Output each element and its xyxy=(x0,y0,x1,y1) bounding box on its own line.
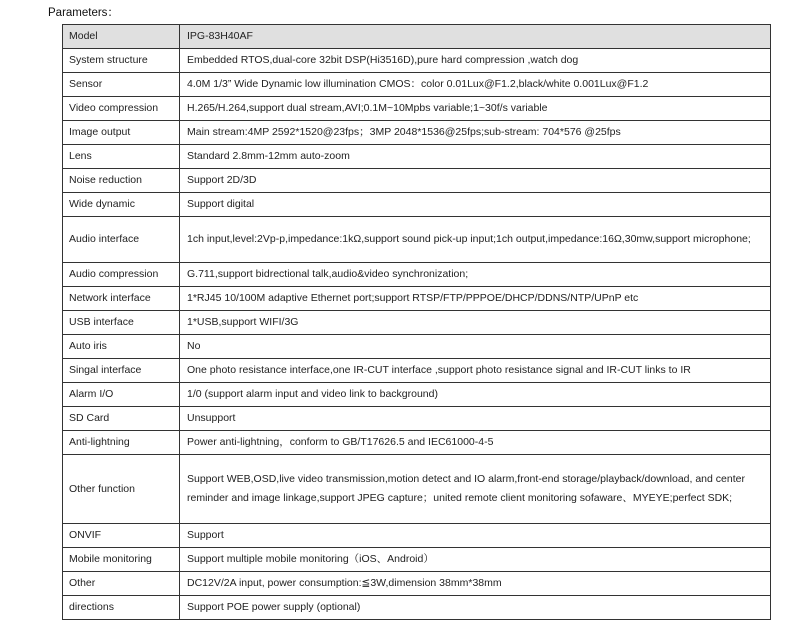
row-value: G.711,support bidrectional talk,audio&video synchronization; xyxy=(180,263,771,287)
row-key: System structure xyxy=(63,49,180,73)
row-value: 1*USB,support WIFI/3G xyxy=(180,311,771,335)
row-value: 1*RJ45 10/100M adaptive Ethernet port;support RTSP/FTP/PPPOE/DHCP/DDNS/NTP/UPnP etc xyxy=(180,287,771,311)
row-key: ONVIF xyxy=(63,524,180,548)
row-key: Anti-lightning xyxy=(63,431,180,455)
table-row-image-output xyxy=(63,121,771,145)
row-value: Support xyxy=(180,524,771,548)
table-row-auto-iris xyxy=(63,335,771,359)
table-row-other-function xyxy=(63,455,771,524)
row-value: No xyxy=(180,335,771,359)
row-key: Alarm I/O xyxy=(63,383,180,407)
table-row-audio-interface xyxy=(63,217,771,263)
row-value: Support multiple mobile monitoring（iOS、Android） xyxy=(180,548,771,572)
table-row-wide-dynamic xyxy=(63,193,771,217)
table-row-lens xyxy=(63,145,771,169)
table-row-directions xyxy=(63,596,771,620)
row-value: Support 2D/3D xyxy=(180,169,771,193)
table-row-singal-interface xyxy=(63,359,771,383)
table-row-network-interface xyxy=(63,287,771,311)
row-key: Other xyxy=(63,572,180,596)
row-value: Main stream:4MP 2592*1520@23fps；3MP 2048*1536@25fps;sub-stream: 704*576 @25fps xyxy=(180,121,771,145)
row-key: Audio compression xyxy=(63,263,180,287)
row-key: Image output xyxy=(63,121,180,145)
row-key: Noise reduction xyxy=(63,169,180,193)
table-row-model xyxy=(63,25,771,49)
row-value: 1ch input,level:2Vp-p,impedance:1kΩ,support sound pick-up input;1ch output,impedance:16Ω,30mw,support microphone; xyxy=(180,217,771,263)
row-value: 1/0 (support alarm input and video link to background) xyxy=(180,383,771,407)
parameters-heading: Parameters： xyxy=(48,7,119,19)
row-value: Power anti-lightning，conform to GB/T17626.5 and IEC61000-4-5 xyxy=(180,431,771,455)
table-row-system-structure xyxy=(63,49,771,73)
row-key: USB interface xyxy=(63,311,180,335)
row-key: Network interface xyxy=(63,287,180,311)
table-row-sensor xyxy=(63,73,771,97)
row-value: H.265/H.264,support dual stream,AVI;0.1M~10Mpbs variable;1~30f/s variable xyxy=(180,97,771,121)
row-value: IPG-83H40AF xyxy=(180,25,771,49)
row-value: One photo resistance interface,one IR-CUT interface ,support photo resistance signal and IR-CUT links to IR xyxy=(180,359,771,383)
row-value: Support digital xyxy=(180,193,771,217)
row-key: Model xyxy=(63,25,180,49)
row-value: Support POE power supply (optional) xyxy=(180,596,771,620)
row-key: Sensor xyxy=(63,73,180,97)
table-row-usb-interface xyxy=(63,311,771,335)
parameters-table xyxy=(62,24,771,620)
table-row-noise-reduction xyxy=(63,169,771,193)
row-value: Support WEB,OSD,live video transmission,motion detect and IO alarm,front-end storage/playback/download, and center reminder and image linkage,support JPEG capture；united remote client monitoring sofaware、MYEYE;perfect SDK; xyxy=(180,455,771,524)
row-key: Other function xyxy=(63,455,180,524)
row-key: Mobile monitoring xyxy=(63,548,180,572)
table-row-onvif xyxy=(63,524,771,548)
table-row-mobile-monitoring xyxy=(63,548,771,572)
row-key: Lens xyxy=(63,145,180,169)
row-key: SD Card xyxy=(63,407,180,431)
row-key: Auto iris xyxy=(63,335,180,359)
row-value: Embedded RTOS,dual-core 32bit DSP(Hi3516D),pure hard compression ,watch dog xyxy=(180,49,771,73)
table-row-other xyxy=(63,572,771,596)
table-row-anti-lightning xyxy=(63,431,771,455)
row-value: 4.0M 1/3” Wide Dynamic low illumination CMOS：color 0.01Lux@F1.2,black/white 0.001Lux@F1.2 xyxy=(180,73,771,97)
row-value: Standard 2.8mm-12mm auto-zoom xyxy=(180,145,771,169)
row-value: DC12V/2A input, power consumption:≦3W,dimension 38mm*38mm xyxy=(180,572,771,596)
table-row-audio-compression xyxy=(63,263,771,287)
table-row-sd-card xyxy=(63,407,771,431)
row-value: Unsupport xyxy=(180,407,771,431)
table-row-video-compression xyxy=(63,97,771,121)
table-row-alarm-io xyxy=(63,383,771,407)
row-key: Audio interface xyxy=(63,217,180,263)
row-key: directions xyxy=(63,596,180,620)
row-key: Singal interface xyxy=(63,359,180,383)
row-key: Wide dynamic xyxy=(63,193,180,217)
row-key: Video compression xyxy=(63,97,180,121)
